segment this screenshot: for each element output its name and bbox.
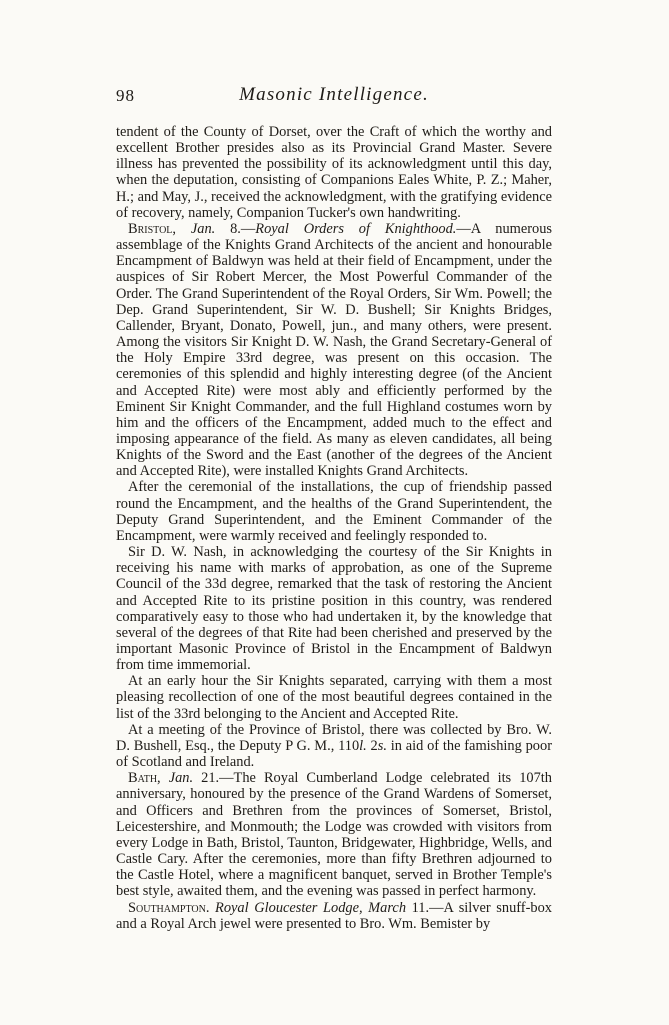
text-run: tendent of the County of Dorset, over the Craft of which the worthy and excellent Brother presides also as its Provincial Grand Master. Severe illness has prevented the possibility of its acknowledgment until this day, when the deputation, consisting of Companions Eales White, P. Z.; Maher, H.; and May, J., received the acknowledgment, with the gratifying evidence of recovery, namely, Companion Tucker's own handwriting. [116, 124, 552, 221]
text-run: At a meeting of the Province of Bristol, there was collected by Bro. W. D. Bushell, Esq., the Deputy P G. M., 110 [116, 721, 552, 754]
text-run: 8.— [215, 220, 256, 237]
text-run: 11.—A silver snuff-box and a Royal Arch jewel were presented to Bro. Wm. Bemister by [116, 899, 552, 932]
paragraph [116, 673, 552, 721]
text-run: s. [377, 737, 387, 754]
text-run: l. [359, 737, 367, 754]
paragraph [116, 900, 552, 932]
text-run: Royal Gloucester Lodge, March [215, 899, 407, 916]
text-run: Royal Orders of Knighthood. [255, 220, 457, 237]
text-run: 2 [366, 737, 378, 754]
paragraph [116, 544, 552, 673]
page-header [116, 86, 552, 110]
text-run: —A numerous assemblage of the Knights Grand Architects of the ancient and honourable Encampment of Baldwyn was held at their field of Encampment, under the auspices of Sir Robert Mercer, the Most Powerful Commander of the Order. The Grand Superintendent of the Royal Orders, Sir Wm. Powell; the Dep. Grand Superintendent, Sir W. D. Bushell; Sir Knights Bridges, Callender, Bryant, Donato, Powell, jun., and many others, were present. Among the visitors Sir Knight D. W. Nash, the Grand Secretary-General of the Holy Empire 33rd degree, was present on this occasion. The ceremonies of this splendid and highly interesting degree (of the Ancient and Accepted Rite) were most ably and efficiently performed by the Eminent Sir Knight Commander, and the full Highland costumes worn by him and the officers of the Encampment, added much to the effect and imposing appearance of the field. As many as eleven candidates, all being Knights of the Sword and the East (another of the degrees of the Ancient and Accepted Rite), were installed Knights Grand Architects. [116, 220, 552, 480]
running-title: Masonic Intelligence. [239, 84, 429, 105]
page-number: 98 [116, 86, 135, 105]
paragraph [116, 770, 552, 899]
text-run: Bath, [128, 770, 161, 787]
text-run: At an early hour the Sir Knights separated, carrying with them a most pleasing recollection of one of the most beautiful degrees contained in the list of the 33rd belonging to the Ancient and Accepted Rite. [116, 673, 552, 722]
text-run: Southampton. [128, 899, 210, 916]
text-run: 21.—The Royal Cumberland Lodge celebrated its 107th anniversary, honoured by the presence of the Grand Wardens of Somerset, and Officers and Brethren from the provinces of Somerset, Bristol, Leicestershire, and Monmouth; the Lodge was crowded with visitors from every Lodge in Bath, Bristol, Taunton, Bridgewater, Highbridge, Wells, and Castle Cary. After the ceremonies, more than fifty Brethren adjourned to the Castle Hotel, where a magnificent banquet, served in Brother Temple's best style, awaited them, and the evening was passed in perfect harmony. [116, 770, 552, 900]
text-run [161, 770, 169, 786]
paragraph [116, 221, 552, 480]
paragraph [116, 124, 552, 221]
article-body [116, 124, 552, 932]
paragraph [116, 479, 552, 544]
paragraph [116, 722, 552, 770]
text-run: Jan. [168, 770, 194, 787]
text-run: Jan. [190, 220, 216, 237]
text-run: Bristol, [128, 220, 177, 237]
text-run [176, 221, 191, 237]
text-run: in aid of the famishing poor of Scotland and Ireland. [116, 737, 552, 771]
text-run: After the ceremonial of the installations, the cup of friendship passed round the Encampment, and the healths of the Grand Superintendent, the Deputy Grand Superintendent, and the Eminent Commander of the Encampment, were warmly received and feelingly responded to. [116, 479, 552, 544]
text-run: Sir D. W. Nash, in acknowledging the courtesy of the Sir Knights in receiving his name with marks of approbation, as one of the Supreme Council of the 33d degree, remarked that the task of restoring the Ancient and Accepted Rite to its pristine position in this country, was rendered comparatively easy to those who had undertaken it, by the knowledge that several of the degrees of that Rite had been cherished and preserved by the important Masonic Province of Bristol in the Encampment of Baldwyn from time immemorial. [116, 544, 552, 674]
